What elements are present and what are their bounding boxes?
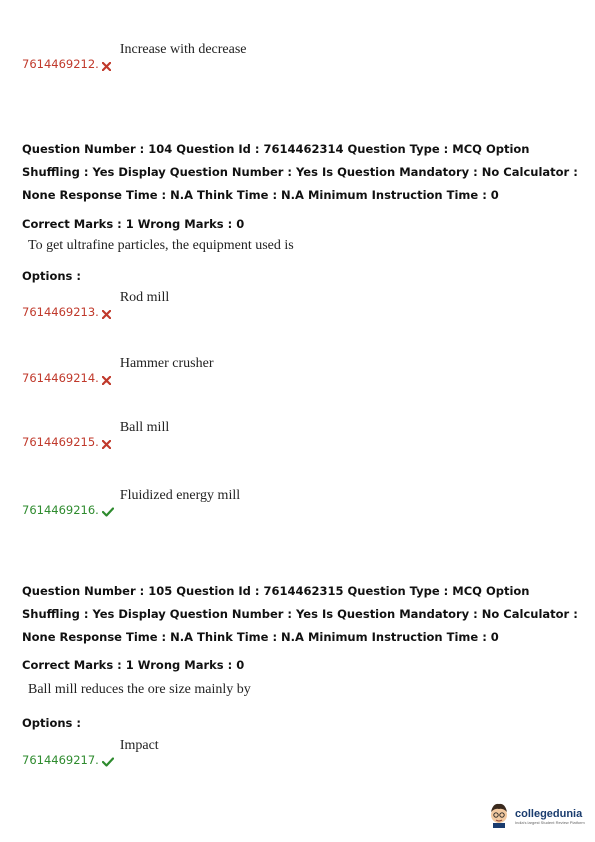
cross-icon — [102, 370, 114, 389]
collegedunia-logo — [487, 800, 585, 832]
option-row — [22, 488, 241, 517]
question-meta: Question Number : 105 Question Id : 7614462315 Question Type : MCQ Option Shuffling : Yes Display Question Number : Yes Is Question Mandatory : No Calculator : None Response Time : N.A Think Time : N.A Minimum Instruction Time : 0 — [22, 584, 578, 644]
option-text: Rod mill — [119, 290, 170, 305]
marks-line: Correct Marks : 1 Wrong Marks : 0 — [22, 658, 245, 672]
option-id: 7614469214. — [22, 371, 99, 385]
option-row — [22, 738, 159, 767]
option-id: 7614469212. — [22, 57, 99, 71]
check-icon — [102, 502, 114, 521]
option-id: 7614469213. — [22, 305, 99, 319]
check-icon — [102, 752, 114, 771]
cross-icon — [102, 56, 114, 75]
option-row — [22, 42, 247, 71]
cross-icon — [102, 304, 114, 323]
mascot-icon — [487, 800, 511, 832]
option-row — [22, 290, 170, 319]
options-label: Options : — [22, 716, 81, 730]
marks-line: Correct Marks : 1 Wrong Marks : 0 — [22, 217, 245, 231]
option-id: 7614469215. — [22, 435, 99, 449]
option-text: Increase with decrease — [119, 42, 247, 57]
logo-name: collegedunia — [515, 807, 583, 820]
cross-icon — [102, 434, 114, 453]
logo-tagline: India's largest Student Review Platform — [515, 819, 585, 825]
option-row — [22, 356, 214, 385]
question-text: To get ultrafine particles, the equipment used is — [28, 238, 294, 253]
option-id: 7614469217. — [22, 753, 99, 767]
option-text: Hammer crusher — [119, 356, 214, 371]
option-text: Fluidized energy mill — [119, 488, 241, 503]
option-text: Impact — [119, 738, 159, 753]
options-label: Options : — [22, 269, 81, 283]
option-row — [22, 420, 170, 449]
question-text: Ball mill reduces the ore size mainly by — [28, 682, 251, 697]
option-text: Ball mill — [119, 420, 170, 435]
question-meta: Question Number : 104 Question Id : 7614462314 Question Type : MCQ Option Shuffling : Yes Display Question Number : Yes Is Question Mandatory : No Calculator : None Response Time : N.A Think Time : N.A Minimum Instruction Time : 0 — [22, 142, 578, 202]
option-id: 7614469216. — [22, 503, 99, 517]
